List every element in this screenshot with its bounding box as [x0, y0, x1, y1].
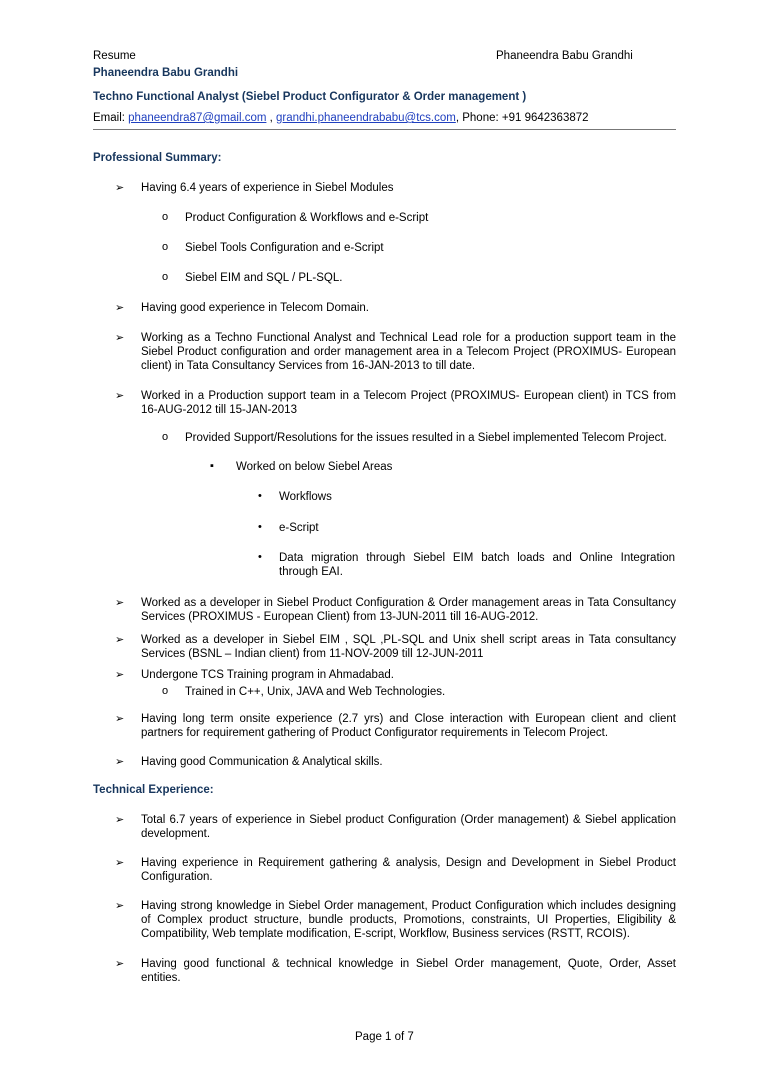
list-item: Worked in a Production support team in a Telecom Project (PROXIMUS- European client) in TCS from 16-AUG-2012 till 15-JAN-2013 [141, 390, 676, 416]
page-number: Page 1 of 7 [355, 1031, 414, 1043]
contact-line [93, 112, 589, 124]
arrow-bullet-icon: ➢ [115, 857, 125, 869]
list-item: Provided Support/Resolutions for the issues resulted in a Siebel implemented Telecom Project. [185, 432, 667, 444]
list-item: Total 6.7 years of experience in Siebel product Configuration (Order management) & Siebel application development. [141, 814, 676, 840]
list-item: Worked on below Siebel Areas [236, 461, 393, 473]
header-left-text: Resume [93, 50, 136, 62]
list-item: Siebel Tools Configuration and e-Script [185, 242, 384, 254]
list-item: e-Script [279, 522, 319, 534]
list-item: Data migration through Siebel EIM batch loads and Online Integration through EAI. [279, 552, 675, 578]
list-item: Having good Communication & Analytical skills. [141, 756, 383, 768]
circle-bullet-icon: o [162, 211, 169, 223]
dot-bullet-icon: • [258, 490, 262, 502]
list-item: Having 6.4 years of experience in Siebel Modules [141, 182, 394, 194]
circle-bullet-icon: o [162, 431, 169, 443]
list-item: Workflows [279, 491, 332, 503]
dot-bullet-icon: • [258, 551, 262, 563]
list-item: Siebel EIM and SQL / PL-SQL. [185, 272, 343, 284]
section-title-technical: Technical Experience: [93, 784, 214, 796]
circle-bullet-icon: o [162, 241, 169, 253]
arrow-bullet-icon: ➢ [115, 814, 125, 826]
list-item: Worked as a developer in Siebel EIM , SQL ,PL-SQL and Unix shell script areas in Tata consultancy Services (BSNL – Indian client) from 11-NOV-2009 till 12-JUN-2011 [141, 634, 676, 660]
candidate-name: Phaneendra Babu Grandhi [93, 67, 239, 79]
list-item: Having strong knowledge in Siebel Order management, Product Configuration which includes designing of Complex product structure, bundle products, Promotions, constraints, UI Properties, Eligibility & Compatibility, Web template modification, E-script, Workflow, Business services (RSTT, RCOIS). [141, 900, 676, 940]
section-title-summary: Professional Summary: [93, 152, 222, 164]
arrow-bullet-icon: ➢ [115, 756, 125, 768]
circle-bullet-icon: o [162, 685, 169, 697]
header-right-text: Phaneendra Babu Grandhi [496, 50, 633, 62]
arrow-bullet-icon: ➢ [115, 900, 125, 912]
arrow-bullet-icon: ➢ [115, 713, 125, 725]
list-item: Trained in C++, Unix, JAVA and Web Technologies. [185, 686, 446, 698]
arrow-bullet-icon: ➢ [115, 390, 125, 402]
email-separator: , [266, 112, 277, 124]
arrow-bullet-icon: ➢ [115, 182, 125, 194]
list-item: Worked as a developer in Siebel Product Configuration & Order management areas in Tata Consultancy Services (PROXIMUS - European Client) from 13-JUN-2011 till 16-AUG-2012. [141, 597, 676, 623]
arrow-bullet-icon: ➢ [115, 302, 125, 314]
arrow-bullet-icon: ➢ [115, 669, 125, 681]
square-bullet-icon: ▪ [210, 460, 214, 472]
list-item: Product Configuration & Workflows and e-Script [185, 212, 429, 224]
arrow-bullet-icon: ➢ [115, 332, 125, 344]
arrow-bullet-icon: ➢ [115, 958, 125, 970]
candidate-role: Techno Functional Analyst (Siebel Product Configurator & Order management ) [93, 91, 527, 103]
list-item: Having good functional & technical knowledge in Siebel Order management, Quote, Order, Asset entities. [141, 958, 676, 984]
list-item: Having good experience in Telecom Domain. [141, 302, 370, 314]
arrow-bullet-icon: ➢ [115, 634, 125, 646]
dot-bullet-icon: • [258, 521, 262, 533]
header-divider [93, 129, 676, 130]
email-link-personal[interactable]: phaneendra87@gmail.com [128, 112, 267, 124]
page-header [93, 50, 676, 66]
circle-bullet-icon: o [162, 271, 169, 283]
list-item: Having experience in Requirement gathering & analysis, Design and Development in Siebel Product Configuration. [141, 857, 676, 883]
email-label: Email: [93, 112, 129, 124]
list-item: Working as a Techno Functional Analyst and Technical Lead role for a production support team in the Siebel Product configuration and order management area in a Telecom Project (PROXIMUS- European client) in Tata Consultancy Services from 16-JAN-2013 to till date. [141, 332, 676, 372]
email-link-work[interactable]: grandhi.phaneendrababu@tcs.com [276, 112, 456, 124]
list-item: Undergone TCS Training program in Ahmadabad. [141, 669, 394, 681]
phone-text: , Phone: +91 9642363872 [455, 112, 589, 124]
arrow-bullet-icon: ➢ [115, 597, 125, 609]
list-item: Having long term onsite experience (2.7 yrs) and Close interaction with European client and client partners for requirement gathering of Product Configurator requirements in Telecom Project. [141, 713, 676, 739]
